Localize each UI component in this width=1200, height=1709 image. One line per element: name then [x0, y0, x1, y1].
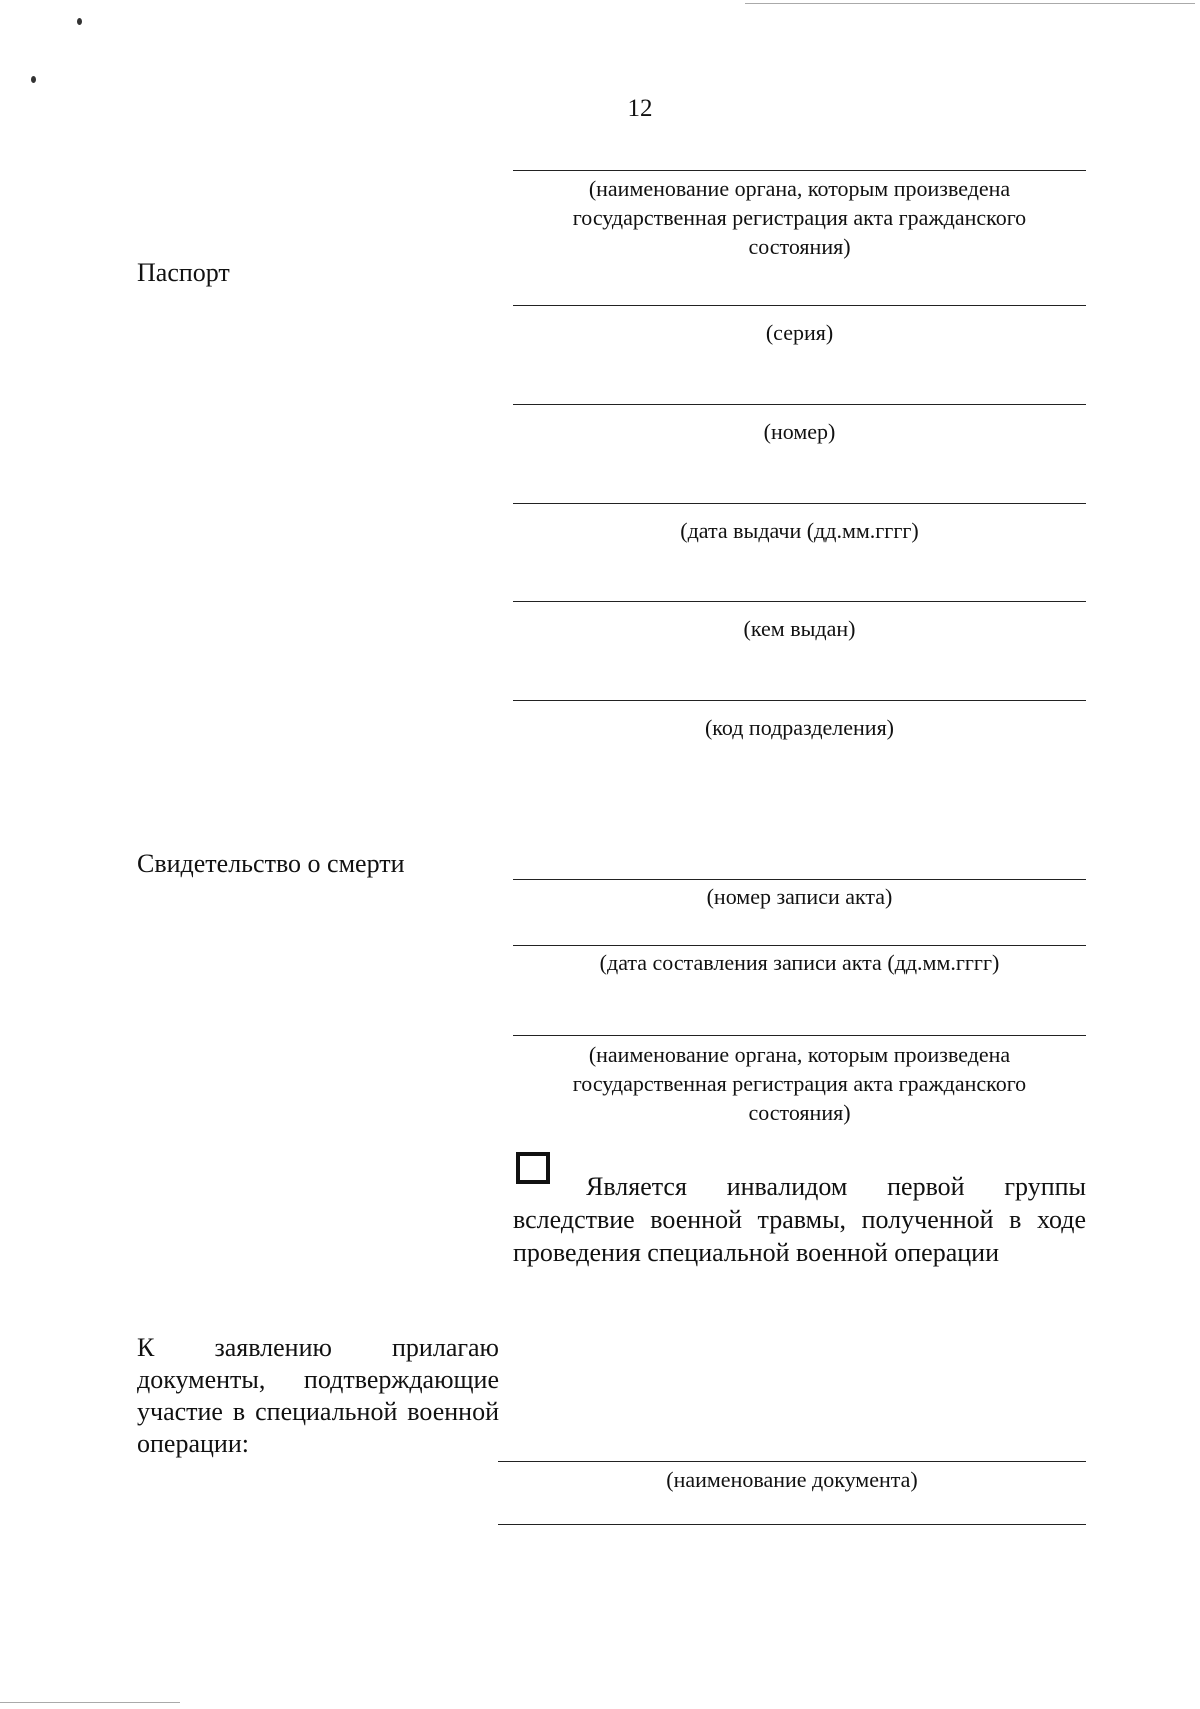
passport-series-caption: (серия)	[765, 320, 834, 345]
passport-issued-by-caption: (кем выдан)	[743, 616, 856, 641]
passport-division-code-line[interactable]	[513, 700, 1086, 701]
top-field-caption: (наименование органа, которым произведена государственная регистрация акта гражданского состояния)	[572, 176, 1027, 259]
death-certificate-label: Свидетельство о смерти	[137, 849, 405, 878]
disability-checkbox-text: Является инвалидом первой группы вследствие военной травмы, полученной в ходе проведения специальной военной операции	[513, 1172, 1086, 1267]
passport-issued-by-line[interactable]	[513, 601, 1086, 602]
death-registration-authority-caption: (наименование органа, которым произведена государственная регистрация акта гражданского состояния)	[572, 1042, 1027, 1125]
passport-label: Паспорт	[137, 258, 230, 287]
passport-issue-date-line[interactable]	[513, 503, 1086, 504]
passport-issue-date-caption: (дата выдачи (дд.мм.гггг)	[680, 518, 919, 543]
scan-edge-line	[745, 3, 1195, 4]
page-number: 12	[627, 95, 653, 122]
passport-series-line[interactable]	[513, 305, 1086, 306]
death-record-date-caption: (дата составления записи акта (дд.мм.гггг)	[599, 950, 1000, 975]
attachment-document-line[interactable]	[498, 1461, 1086, 1462]
scan-edge-line	[0, 1702, 180, 1703]
death-record-date-line[interactable]	[513, 945, 1086, 946]
death-record-number-line[interactable]	[513, 879, 1086, 880]
passport-number-line[interactable]	[513, 404, 1086, 405]
death-registration-authority-line[interactable]	[513, 1035, 1086, 1036]
death-record-number-caption: (номер записи акта)	[706, 884, 893, 909]
passport-division-code-caption: (код подразделения)	[704, 715, 895, 740]
attachments-label: К заявлению прилагаю документы, подтверждающие участие в специальной военной операции:	[137, 1333, 499, 1458]
scan-speck	[77, 18, 82, 25]
attachment-document-line-2[interactable]	[498, 1524, 1086, 1525]
passport-number-caption: (номер)	[763, 419, 836, 444]
top-field-line[interactable]	[513, 170, 1086, 171]
scan-speck	[31, 76, 36, 83]
attachment-document-caption: (наименование документа)	[666, 1467, 918, 1492]
